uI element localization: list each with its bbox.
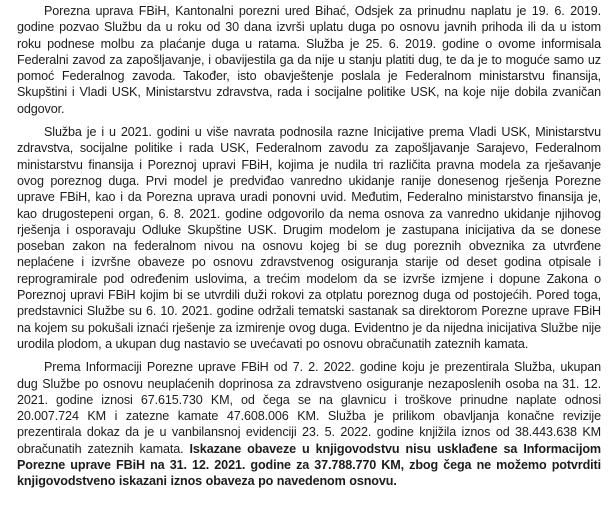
- paragraph-2021-initiatives: [17, 124, 601, 352]
- paragraph-tax-office-summons: [17, 3, 601, 117]
- paragraph-2021-initiatives-text: Služba je i u 2021. godini u više navrata podnosila razne Inicijative prema Vladi USK, Ministarstvu zdravstva, socijalne politike i rada USK, Federalnom zavodu za zapošljavanje Sarajevo, Federalnom ministarstvu finansija i Poreznoj upravi FBiH, kojima je nudila tri različita pravna modela za rješavanje ovog poreznog duga. Prvi model je predviđao vanredno ukidanje ranije donesenog rješenja Porezne uprave FBiH, kao i da Porezna uprava uradi ponovni uvid. Međutim, Federalno ministarstvo finansija je, kao drugostepeni organ, 6. 8. 2021. godine odgovorilo da nema osnova za vanredno ukidanje njihovog rješenja i osporavaju Odluke Skupštine USK. Drugim modelom je zastupana inicijativa da se donese poseban zakon na federalnom nivou na osnovu kojeg bi se dug poreznih obveznika za utvrđene neplaćene i izvršne obaveze po osnovu zdravstvenog osiguranja starije od deset godina otpisale i reprogramirale pod određenim uslovima, a trećim modelom da se izvrše izmjene i dopune Zakona o Poreznoj upravi FBiH kojim bi se utvrdili duži rokovi za otplatu poreznog duga od postojećih. Pored toga, predstavnici Službe su 6. 10. 2021. godine održali tematski sastanak sa direktorom Porezne uprave FBiH na kojem su pokušali iznaći rješenje za izmirenje ovog duga. Evidentno je da nijedna inicijativa Službe nije urodila plodom, a ukupan dug nastavio se uvećavati po osnovu obračunatih zateznih kamata.: [17, 125, 601, 351]
- paragraph-audit-finding-bold-text: Iskazane obaveze u knjigovodstvu nisu usklađene sa Informacijom Porezne uprave FBiH na 31. 12. 2021. godine za 37.788.770 KM, zbog čega ne možemo potvrditi knjigovodstveno iskazani iznos obaveza po navedenom osnovu.: [17, 441, 601, 489]
- paragraph-debt-amounts-text: Prema Informaciji Porezne uprave FBiH od 7. 2. 2022. godine koju je prezentirala Služba, ukupan dug Službe po osnovu neuplaćenih doprinosa za zdravstveno osiguranje nezaposlenih osoba na 31. 12. 2021. godine iznosi 67.615.730 KM, od čega se na glavnicu i troškove prinudne naplate odnosi 20.007.724 KM i zatezne kamate 47.608.006 KM. Služba je prilikom obavljanja konačne revizije prezentirala dokaz da je u vanbilansnoj evidenciji 23. 5. 2022. godine knjižila iznos od 38.443.638 KM obračunatih zateznih kamata.: [17, 360, 601, 456]
- paragraph-debt-amounts: [17, 359, 601, 489]
- paragraph-tax-office-summons-text: Porezna uprava FBiH, Kantonalni porezni ured Bihać, Odsjek za prinudnu naplatu je 19. 6. 2019. godine pozvao Službu da u roku od 30 dana izvrši uplatu duga po osnovu javnih prihoda ili da u istom roku podnese molbu za plaćanje duga u ratama. Služba je 25. 6. 2019. godine o ovome informisala Federalni zavod za zapošljavanje, i obavijestila ga da nije u stanju platiti dug, te da je to moguće samo uz pomoć Federalnog zavoda. Također, isto obavještenje poslala je Federalnom ministarstvu finansija, Skupštini i Vladi USK, Ministarstvu zdravstva, rada i socijalne politike USK, na koje nije dobila zvaničan odgovor.: [17, 4, 601, 116]
